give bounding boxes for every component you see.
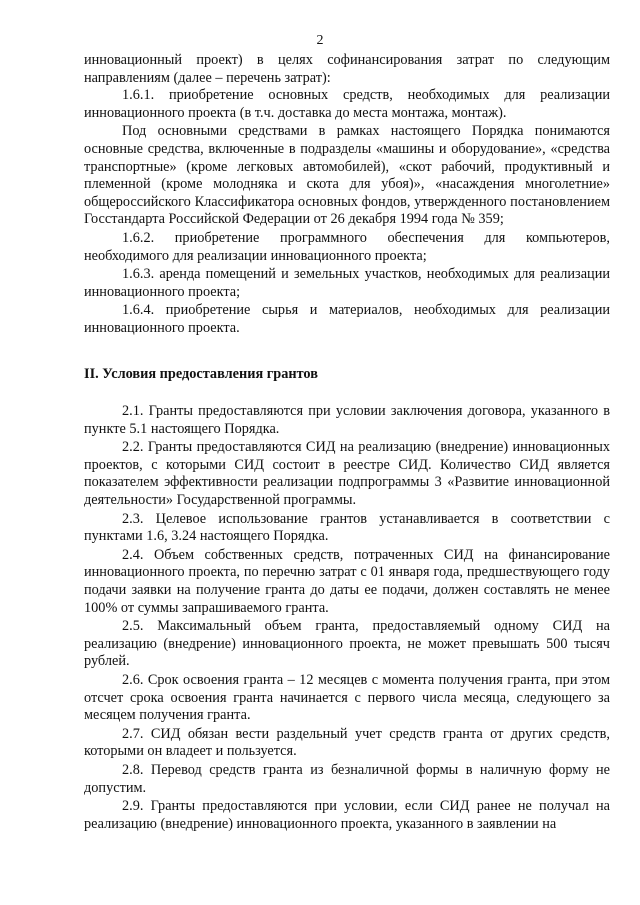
paragraph-intro: инновационный проект) в целях софинансирования затрат по следующим направлениям (далее – перечень затрат): <box>84 52 610 86</box>
document-body <box>84 52 610 833</box>
paragraph-1-6-4: 1.6.4. приобретение сырья и материалов, необходимых для реализации инновационного проекта. <box>84 302 610 336</box>
paragraph-2-6: 2.6. Срок освоения гранта – 12 месяцев с момента получения гранта, при этом отсчет срока освоения гранта начинается с первого числа месяца, следующего за месяцем получения гранта. <box>84 672 610 724</box>
paragraph-1-6-2: 1.6.2. приобретение программного обеспечения для компьютеров, необходимого для реализации инновационного проекта; <box>84 229 610 264</box>
page-number: 2 <box>316 33 324 48</box>
paragraph-2-5: 2.5. Максимальный объем гранта, предоставляемый одному СИД на реализацию (внедрение) инновационного проекта, не может превышать 500 тысяч рублей. <box>84 618 610 670</box>
paragraph-2-2: 2.2. Гранты предоставляются СИД на реализацию (внедрение) инновационных проектов, с которыми СИД состоит в реестре СИД. Количество СИД является показателем эффективности реализации подпрограммы 3 «Развитие инновационной деятельности» Государственной программы. <box>84 439 610 509</box>
paragraph-1-6-1: 1.6.1. приобретение основных средств, необходимых для реализации инновационного проекта (в т.ч. доставка до места монтажа, монтаж). <box>84 87 610 121</box>
paragraph-2-9: 2.9. Гранты предоставляются при условии, если СИД ранее не получал на реализацию (внедрение) инновационного проекта, указанного в заявлении на <box>84 798 610 832</box>
paragraph-1-6-3: 1.6.3. аренда помещений и земельных участков, необходимых для реализации инновационного проекта; <box>84 266 610 300</box>
paragraph-2-3: 2.3. Целевое использование грантов устанавливается в соответствии с пунктами 1.6, 3.24 настоящего Порядка. <box>84 510 610 545</box>
paragraph-2-1: 2.1. Гранты предоставляются при условии заключения договора, указанного в пункте 5.1 настоящего Порядка. <box>84 403 610 437</box>
paragraph-2-4: 2.4. Объем собственных средств, потраченных СИД на финансирование инновационного проекта, по перечню затрат с 01 января года, предшествующего году подачи заявки на получение гранта до даты ее подачи, должен составлять не менее 100% от суммы запрашиваемого гранта. <box>84 546 610 616</box>
paragraph-2-7: 2.7. СИД обязан вести раздельный учет средств гранта от других средств, которыми он владеет и пользуется. <box>84 725 610 760</box>
section-heading: II. Условия предоставления грантов <box>84 365 318 382</box>
paragraph-2-8: 2.8. Перевод средств гранта из безналичной формы в наличную форму не допустим. <box>84 761 610 796</box>
paragraph-fixed-assets: Под основными средствами в рамках настоящего Порядка понимаются основные средства, включенные в подразделы «машины и оборудование», «средства транспортные» (кроме легковых автомобилей), «скот рабочий, продуктивный и племенной (кроме молодняка и скота для убоя)», «насаждения многолетние» общероссийского Классификатора основных фондов, утвержденного постановлением Госстандарта Российской Федерации от 26 декабря 1994 года № 359; <box>84 123 610 228</box>
